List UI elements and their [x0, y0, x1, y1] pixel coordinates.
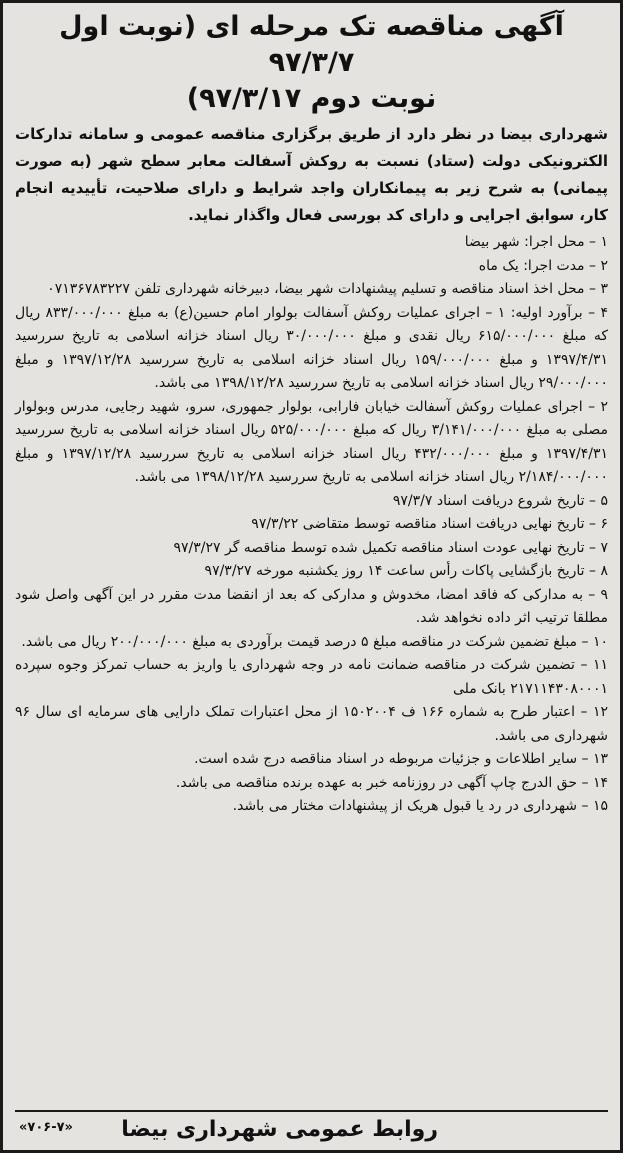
list-item: ۱۲ – اعتبار طرح به شماره ۱۶۶ ف ۱۵۰۲۰۰۴ از محل اعتبارات تملک دارایی های سرمایه ای سال ۹۶ شهرداری می باشد. [15, 704, 608, 744]
list-item: ۷ – تاریخ نهایی عودت اسناد مناقصه تکمیل شده توسط مناقصه گر ۹۷/۳/۲۷ [173, 539, 608, 556]
list-item: ۱ – محل اجرا: شهر بیضا [464, 234, 608, 250]
list-item: ۱۳ – سایر اطلاعات و جزئیات مربوطه در اسناد مناقصه درج شده است. [194, 751, 608, 767]
notice-items [15, 231, 608, 819]
list-item: ۴ – برآورد اولیه: ۱ – اجرای عملیات روکش آسفالت بولوار امام حسین(ع) به مبلغ ۸۳۳/۰۰۰/۰۰۰ ریال که مبلغ ۶۱۵/۰۰۰/۰۰۰ ریال نقدی و مبلغ ۳۰/۰۰۰/۰۰۰ ریال اسناد خزانه اسلامی به تاریخ سررسید ۱۳۹۷/۴/۳۱ و مبلغ ۱۵۹/۰۰۰/۰۰۰ ریال اسناد خزانه اسلامی به تاریخ سررسید ۱۳۹۷/۱۲/۲۸ و مبلغ ۲۹/۰۰۰/۰۰۰ ریال اسناد خزانه اسلامی به تاریخ سررسید ۱۳۹۸/۱۲/۲۸ می باشد. [15, 304, 609, 391]
list-item: ۳ – محل اخذ اسناد مناقصه و تسلیم پیشنهادات شهر بیضا، دبیرخانه شهرداری تلفن ۰۷۱۳۶۷۸۳۲۲۷ [47, 281, 608, 297]
notice-code: «۷۰۶-۷» [19, 1120, 73, 1135]
notice-title-line1: آگهی مناقصه تک مرحله ای (نوبت اول ۹۷/۳/۷ [59, 11, 564, 78]
list-item: ۸ – تاریخ بازگشایی پاکات رأس ساعت ۱۴ روز یکشنبه مورخه ۹۷/۳/۲۷ [204, 563, 608, 579]
notice-intro: شهرداری بیضا در نظر دارد از طریق برگزاری مناقصه عمومی و سامانه تدارکات الکترونیکی دولت (ستاد) نسبت به روکش آسفالت معابر سطح شهر (به صورت پیمانی) به شرح زیر به پیمانکاران واجد شرایط و دارای صلاحیت، تأییدیه انجام کار، سوابق اجرایی و دارای کد بورسی فعال واگذار نماید. [15, 125, 608, 224]
list-item: ۱۰ – مبلغ تضمین شرکت در مناقصه مبلغ ۵ درصد قیمت برآوردی به مبلغ ۲۰۰/۰۰۰/۰۰۰ ریال می باشد. [21, 633, 608, 650]
notice-title [15, 9, 608, 117]
list-item: ۲ – مدت اجرا: یک ماه [478, 257, 608, 274]
notice-title-line2: نوبت دوم ۹۷/۳/۱۷) [186, 83, 437, 114]
notice-signature: روابط عمومی شهرداری بیضا [121, 1117, 438, 1142]
list-item: ۹ – به مدارکی که فاقد امضا، مخدوش و مدارکی که بعد از انقضا مدت مقرر در این آگهی واصل شود مطلقا ترتیب اثر داده نخواهد شد. [15, 586, 608, 626]
list-item: ۱۱ – تضمین شرکت در مناقصه ضمانت نامه در وجه شهرداری یا واریز به حساب تمرکز وجوه سپرده ۲۱۷۱۱۴۳۰۸۰۰۰۱ بانک ملی [15, 657, 608, 697]
notice-footer [15, 1110, 608, 1146]
list-item: ۶ – تاریخ نهایی دریافت اسناد مناقصه توسط متقاضی ۹۷/۳/۲۲ [251, 516, 608, 532]
list-item: ۱۵ – شهرداری در رد یا قبول هریک از پیشنهادات مختار می باشد. [232, 798, 608, 814]
list-item: ۱۴ – حق الدرج چاپ آگهی در روزنامه خبر به عهده برنده مناقصه می باشد. [175, 774, 608, 791]
list-item: ۵ – تاریخ شروع دریافت اسناد ۹۷/۳/۷ [392, 492, 608, 509]
list-item: ۲ – اجرای عملیات روکش آسفالت خیابان فارابی، بولوار جمهوری، سرو، شهید رجایی، مدرس وبولوار مصلی به مبلغ ۳/۱۴۱/۰۰۰/۰۰۰ ریال که مبلغ ۵۲۵/۰۰۰/۰۰۰ ریال اسناد خزانه اسلامی به تاریخ سررسید ۱۳۹۷/۴/۳۱ و مبلغ ۴۳۲/۰۰۰/۰۰۰ ریال اسناد خزانه اسلامی به تاریخ سررسید ۱۳۹۷/۱۲/۲۸ و مبلغ ۲/۱۸۴/۰۰۰/۰۰۰ ریال اسناد خزانه اسلامی به تاریخ سررسید ۱۳۹۸/۱۲/۲۸ می باشد. [15, 398, 608, 485]
